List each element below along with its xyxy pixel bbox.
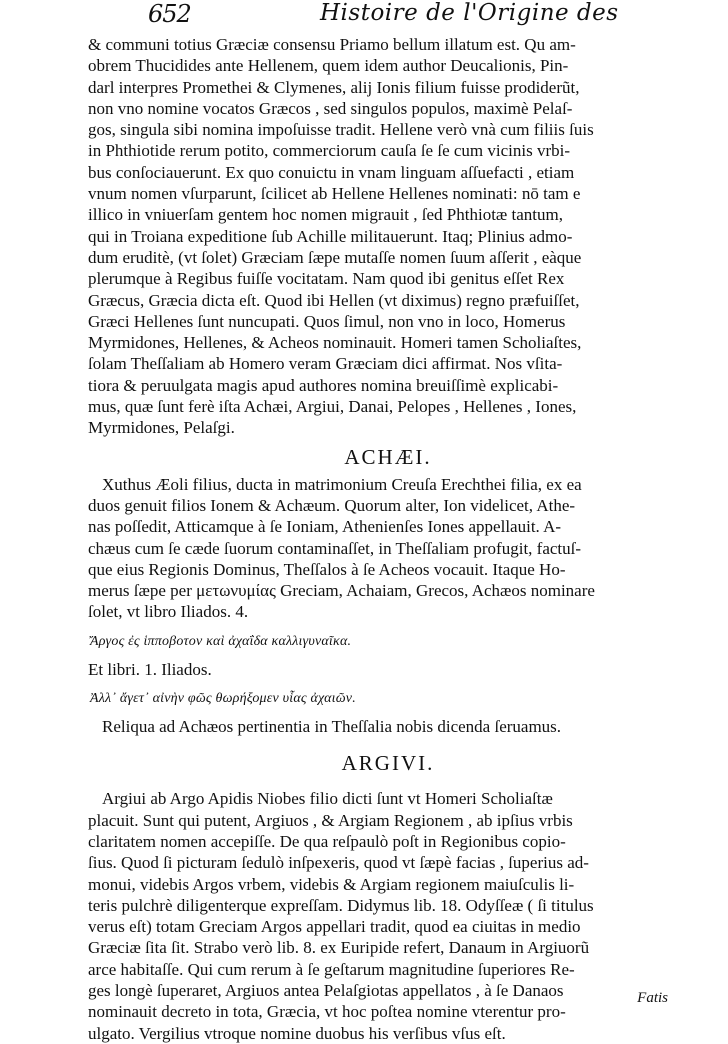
text-line: plerumque à Regibus fuiſſe vocitatam. Nam quod ibi genitus eſſet Rex (88, 269, 565, 289)
text-line: in Phthiotide rerum potito, commerciorum cauſa ſe ſe cum vicinis vrbi- (88, 141, 571, 161)
text-line: mus, quæ ſunt ferè iſta Achæi, Argiui, Danai, Pelopes , Hellenes , Iones, (88, 397, 577, 417)
text-line: duos genuit filios Ionem & Achæum. Quorum alter, Ion videlicet, Athe- (88, 495, 576, 515)
text-line: Argiui ab Argo Apidis Niobes filio dicti ſunt vt Homeri Scholiaſtæ (102, 789, 553, 809)
page-header (88, 0, 688, 34)
text-line: Græcus, Græcia dicta eſt. Quod ibi Hellen (vt diximus) regno præfuiſſet, (88, 290, 580, 310)
text-line: non vno nomine vocatos Græcos , sed singulos populos, maximè Pelaſ- (88, 98, 573, 118)
argivi-paragraph (88, 788, 688, 1044)
running-head: Histoire de l'Origine des (320, 0, 619, 26)
achaei-closing (88, 716, 688, 737)
text-line: nominauit decreto in tota, Græcia, vt hoc poſtea nomine vterentur pro- (88, 1002, 566, 1022)
text-line: gos, singula sibi nomina impoſuisse tradit. Hellene verò vnà cum filiis ſuis (88, 120, 594, 140)
text-line: nas poſſedit, Atticamque à ſe Ioniam, Athenienſes Iones appellauit. A- (88, 517, 562, 537)
text-line: ſolet, vt libro Iliados. 4. (88, 602, 249, 622)
text-line: placuit. Sunt qui putent, Argiuos , & Argiam Regionem , ab ipſius vrbis (88, 810, 573, 830)
text-line: ſius. Quod ſi picturam ſedulò inſpexeris, quod vt ſæpè facias , ſuperius ad- (88, 853, 589, 873)
text-line: tiora & peruulgata magis apud authores nomina breuiſſimè explicabi- (88, 375, 559, 395)
greek-quote-2: Ἀλλ᾽ ἄγετ᾽ αἰνὴν φῶς θωρήξομεν υἷας ἀχαιῶν. (90, 691, 356, 707)
text-line: Græci Hellenes ſunt nuncupati. Quos ſimul, non vno in loco, Homerus (88, 311, 566, 331)
achaei-paragraph (88, 474, 688, 623)
text-line: darl interpres Promethei & Clymenes, alij Ionis filium fuisse prodiderũt, (88, 77, 580, 97)
text-line: Græciæ ſita ſit. Strabo verò lib. 8. ex Euripide refert, Danaum in Argiuorũ (88, 938, 590, 958)
page-number: 652 (148, 0, 191, 28)
text-line: arce habitaſſe. Qui cum rerum à ſe geſtarum magnitudine ſuperiores Re- (88, 959, 575, 979)
text-line: chæus cum ſe cæde ſuorum contaminaſſet, in Theſſaliam profugit, factuſ- (88, 538, 582, 558)
text-line: & communi totius Græciæ consensu Priamo bellum illatum est. Qu am- (88, 35, 576, 54)
greek-quote-1: Ἄργος ἐς ἱπποβοτον καὶ ἀχαΐδα καλλιγυναῖκα. (90, 633, 352, 649)
text-line: que eius Regionis Dominus, Theſſalos à ſe Acheos vocauit. Itaque Ho- (88, 559, 566, 579)
text-line: dum eruditè, (vt ſolet) Græciam ſæpe mutaſſe nomen ſuum aſſerit , eàque (88, 247, 582, 267)
section-title-argivi: ARGIVI. (341, 751, 435, 776)
text-line: monui, videbis Argos vrbem, videbis & Argiam regionem maiuſculis li- (88, 874, 575, 894)
section-title-achaei: ACHÆI. (344, 444, 432, 469)
text-line: Myrmidones, Pelaſgi. (88, 418, 235, 438)
text-line: bus conſociauerunt. Ex quo conuictu in vnam linguam aſſuefacti , etiam (88, 162, 575, 182)
intro-paragraph (88, 34, 688, 439)
text-line: illico in vniuerſam gentem hoc nomen migrauit , ſed Phthiotæ tantum, (88, 205, 563, 225)
text-line: ges longè ſuperaret, Argiuos antea Pelaſgiotas appellatos , à ſe Danaos (88, 980, 564, 1000)
text-line: obrem Thucidides ante Hellenem, quem idem author Deucalionis, Pin- (88, 56, 569, 76)
closing-line: Reliqua ad Achæos pertinentia in Theſſalia nobis dicenda ſeruamus. (102, 717, 562, 737)
citation-line: Et libri. 1. Iliados. (88, 659, 212, 679)
text-line: verus eſt) totam Greciam Argos appellari tradit, quod ea ciuitas in medio (88, 917, 581, 937)
catchword: Fatis (637, 990, 668, 1006)
text-line: vnum nomen vſurparunt, ſcilicet ab Hellene Hellenes nominati: nō tam e (88, 184, 581, 204)
text-line: ulgato. Vergilius vtroque nomine duobus his verſibus vſus eſt. (88, 1023, 506, 1043)
text-line: Myrmidones, Hellenes, & Acheos nominauit. Homeri tamen Scholiaſtes, (88, 333, 582, 353)
text-line: merus ſæpe per μετωνυμίας Greciam, Achaiam, Grecos, Achæos nominare (88, 581, 595, 601)
text-line: teris pulchrè diligenterque expreſſam. Didymus lib. 18. Odyſſeæ ( ſi titulus (88, 895, 594, 915)
citation-iliad-1 (88, 659, 688, 680)
text-line: claritatem nomen accepiſſe. De qua reſpaulò poſt in Regionibus copio- (88, 831, 566, 851)
text-line: qui in Troiana expeditione ſub Achille militauerunt. Itaq; Plinius admo- (88, 226, 573, 246)
text-line: Xuthus Æoli filius, ducta in matrimonium Creuſa Erechthei filia, ex ea (102, 474, 582, 494)
text-line: ſolam Theſſaliam ab Homero veram Græciam dici affirmat. Nos vſita- (88, 354, 563, 374)
